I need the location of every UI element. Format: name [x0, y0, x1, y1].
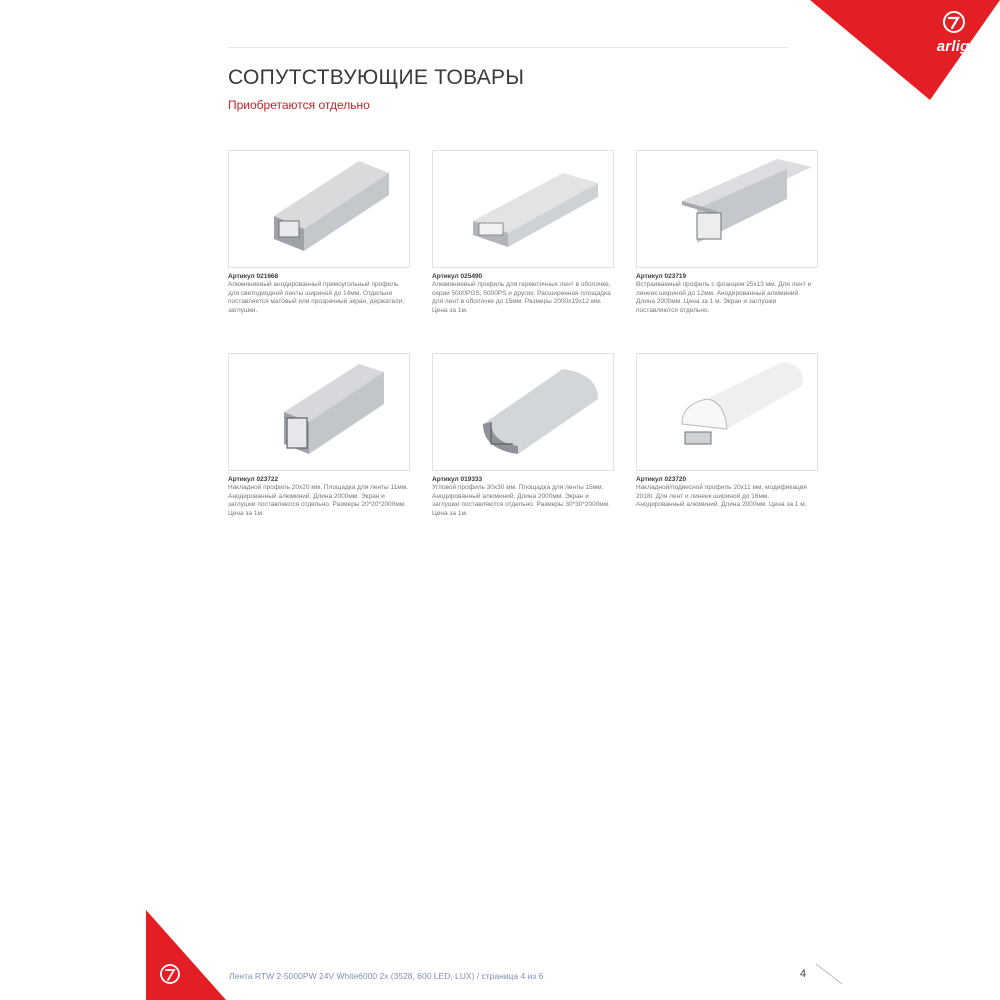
product-card[interactable] — [636, 150, 818, 315]
product-article: Артикул 025490 — [432, 273, 483, 280]
product-description: Накладной профиль 20х20 мм. Площадка для ленты 11мм. Анодированный алюминий. Длина 2000мм. Экран и заглушки поставляются отдельно. Размеры 20*20*2000мм. Цена за 1м. — [228, 484, 409, 517]
product-image[interactable] — [228, 150, 410, 268]
product-description: Алюминиевый профиль для герметичных лент в оболочке, серии 5000PGS, 5000PS и других. Расширенная площадка для лент в оболочке до 15мм. Размеры 2000х19х12 мм. Цена за 1м. — [432, 281, 611, 314]
product-card[interactable] — [432, 353, 614, 518]
product-description: Алюминиевый анодированный прямоугольный профиль для светодиодной ленты шириной до 14мм. Отдельно поставляется матовый или прозрачный экран, держатели, заглушки. — [228, 281, 405, 314]
product-card[interactable] — [636, 353, 818, 510]
footer-document-info: Лента RTW 2-5000PW 24V White6000 2x (3528, 600 LED, LUX) / страница 4 из 6 — [229, 971, 544, 981]
page-title: СОПУТСТВУЮЩИЕ ТОВАРЫ — [228, 66, 525, 89]
product-article: Артикул 019333 — [432, 476, 483, 483]
product-article: Артикул 023720 — [636, 476, 687, 483]
product-image[interactable] — [432, 150, 614, 268]
product-description: Накладной/подвесной профиль 20х11 мм, модификация 2018г. Для лент и линеек шириной до 16мм. Анодированный алюминий. Длина 2000мм. Цена за 1 м. — [636, 484, 807, 509]
product-image[interactable] — [228, 353, 410, 471]
product-card[interactable] — [228, 353, 410, 518]
product-description: Встраиваемый профиль с фланцем 25х13 мм. Для лент и линеек шириной до 12мм. Анодированный алюминий. Длина 2000мм. Цена за 1 м. Экран и заглушки поставляются отдельно. — [636, 281, 812, 314]
page-number-slash-decoration — [814, 962, 844, 986]
product-image[interactable] — [432, 353, 614, 471]
product-article: Артикул 023722 — [228, 476, 279, 483]
product-image[interactable] — [636, 150, 818, 268]
product-card[interactable] — [432, 150, 614, 315]
product-article: Артикул 023719 — [636, 273, 687, 280]
arlight-logo-icon — [942, 10, 966, 34]
brand-corner-triangle-bottom — [146, 910, 226, 1000]
product-article: Артикул 021668 — [228, 273, 279, 280]
page-number: 4 — [800, 968, 807, 980]
header-divider — [228, 47, 788, 48]
product-image[interactable] — [636, 353, 818, 471]
product-card[interactable] — [228, 150, 410, 315]
product-description: Угловой профиль 30х30 мм. Площадка для ленты 15мм. Анодированный алюминий. Длина 2000мм. Экран и заглушки поставляются отдельно. Размеры 30*30*2000мм. Цена за 1м. — [432, 484, 611, 517]
page-subtitle: Приобретаются отдельно — [228, 98, 370, 112]
brand-logo-text: arlight — [936, 38, 984, 55]
